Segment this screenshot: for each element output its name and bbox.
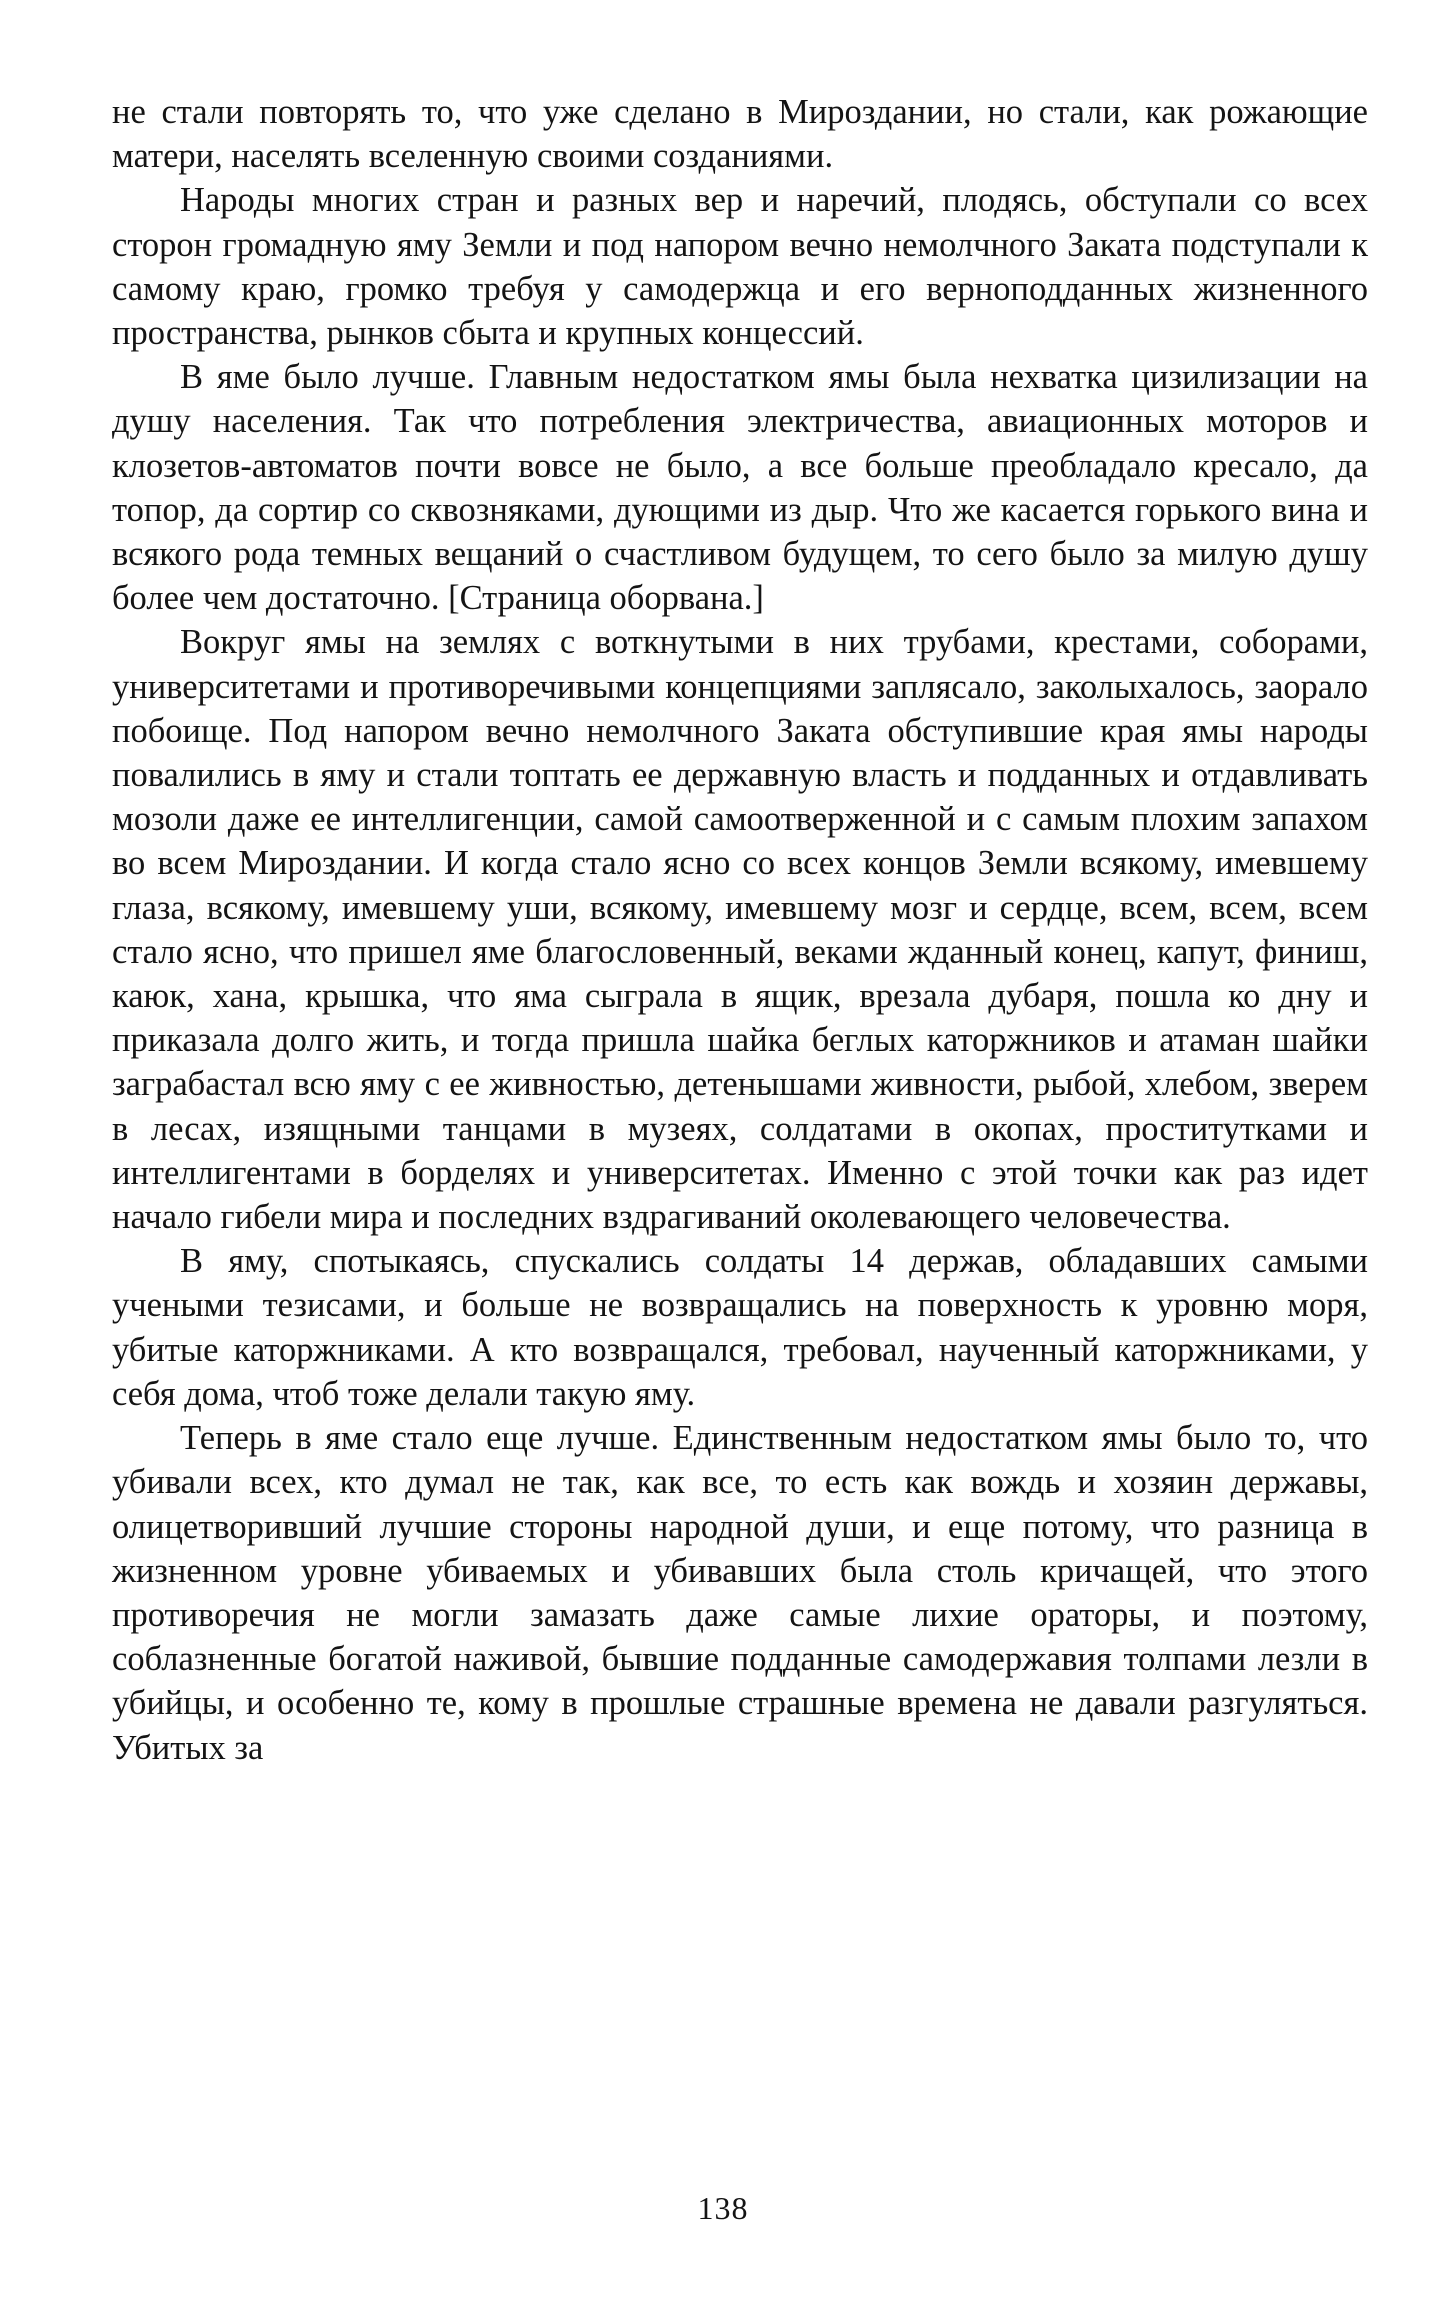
paragraph-3: В яме было лучше. Главным недостатком ямы была нехватка цизилизации на душу населения. Так что потребления электричества, авиационных моторов и клозетов-автоматов почти вовсе не было, а все больше преобладало кресало, да топор, да сортир со сквозняками, дующими из дыр. Что же касается горького вина и всякого рода темных вещаний о счастливом будущем, то сего было за милую душу более чем достаточно. [Страница оборвана.] — [112, 358, 1368, 618]
paragraph-5: В яму, спотыкаясь, спускались солдаты 14 держав, обладавших самыми учеными тезисами, и больше не возвращались на поверхность к уровню моря, убитые каторжниками. А кто возвращался, требовал, наученный каторжниками, у себя дома, чтоб тоже делали такую яму. — [112, 1242, 1368, 1413]
paragraph-4: Вокруг ямы на землях с воткнутыми в них трубами, крестами, соборами, университетами и противоречивыми концепциями заплясало, заколыхалось, заорало побоище. Под напором вечно немолчного Заката обступившие края ямы народы повалились в яму и стали топтать ее державную власть и подданных и отдавливать мозоли даже ее интеллигенции, самой самоотверженной и с самым плохим запахом во всем Мироздании. И когда стало ясно со всех концов Земли всякому, имевшему глаза, всякому, имевшему уши, всякому, имевшему мозг и сердце, всем, всем, всем стало ясно, что пришел яме благословенный, веками жданный конец, капут, финиш, каюк, хана, крышка, что яма сыграла в ящик, врезала дубаря, пошла ко дну и приказала долго жить, и тогда пришла шайка беглых каторжников и атаман шайки заграбастал всю яму с ее живностью, детенышами живности, рыбой, хлебом, зверем в лесах, изящными танцами в музеях, солдатами в окопах, проститутками и интеллигентами в борделях и университетах. Именно с этой точки как раз идет начало гибели мира и последних вздрагиваний околевающего человечества. — [112, 623, 1368, 1237]
paragraph-6: Теперь в яме стало еще лучше. Единственным недостатком ямы было то, что убивали всех, кто думал не так, как все, то есть как вождь и хозяин державы, олицетворивший лучшие стороны народной души, и еще потому, что разница в жизненном уровне убиваемых и убивавших была столь кричащей, что этого противоречия не могли замазать даже самые лихие ораторы, и поэтому, соблазненные богатой наживой, бывшие подданные самодержавия толпами лезли в убийцы, и особенно те, кому в прошлые страшные времена не давали разгуляться. Убитых за — [112, 1419, 1368, 1767]
page-number: 138 — [697, 2190, 749, 2226]
paragraph-2: Народы многих стран и разных вер и наречий, плодясь, обступали со всех сторон громадную яму Земли и под напором вечно немолчного Заката подступали к самому краю, громко требуя у самодержца и его верноподданных жизненного пространства, рынков сбыта и крупных концессий. — [112, 181, 1368, 353]
paragraph-1: не стали повторять то, что уже сделано в Мироздании, но стали, как рожающие матери, населять вселенную своими созданиями. — [112, 93, 1368, 176]
page-body — [112, 90, 1368, 1770]
